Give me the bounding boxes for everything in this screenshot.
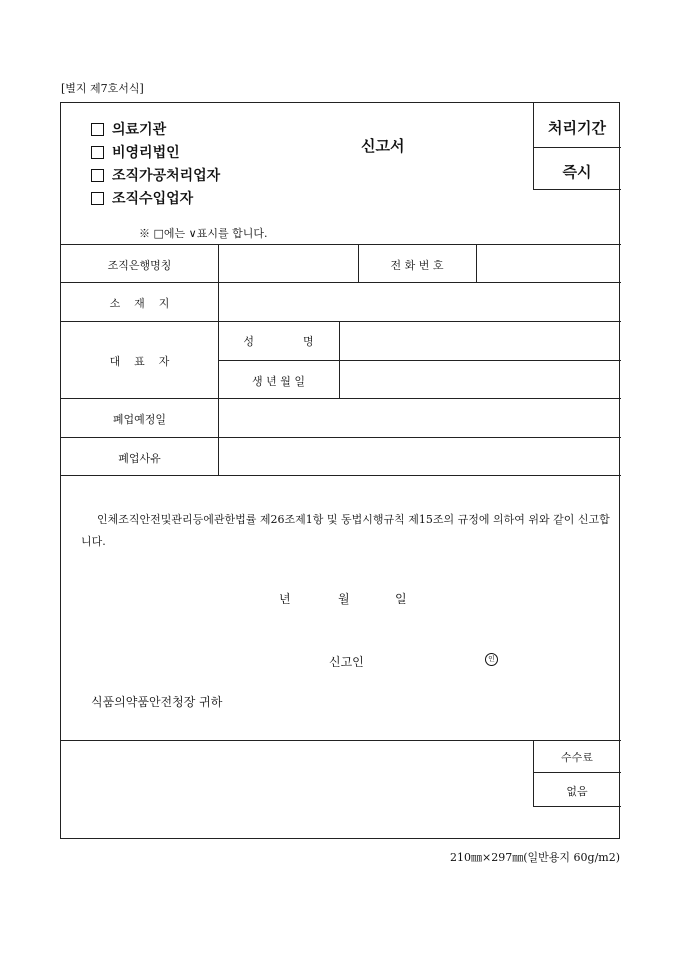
checkbox-icon[interactable] [91,146,104,159]
checkbox-label: 조직가공처리업자 [112,168,221,184]
checkbox-label: 비영리법인 [112,145,180,161]
divider [533,147,621,148]
paper-spec: 210㎜×297㎜(일반용지 60g/m2) [450,851,620,864]
closure-date-input[interactable] [219,399,621,437]
closure-reason-label: 폐업사유 [118,452,161,465]
applicant-label: 신고인 [329,655,364,669]
divider [533,189,621,190]
checkbox-icon[interactable] [91,169,104,182]
location-label: 소 재 지 [109,297,170,310]
fee-label: 수수료 [561,751,593,764]
location-input[interactable] [219,283,621,321]
closure-date-label: 폐업예정일 [112,413,167,426]
report-form [60,102,620,839]
instruction-note: ※ □에는 ∨표시를 합니다. [139,227,268,240]
processing-period-label: 처리기간 [548,119,606,137]
checkbox-label: 의료기관 [112,122,167,138]
date-year-label: 년 [279,592,291,606]
checkbox-option-medical[interactable] [91,119,166,139]
checkbox-option-importer[interactable] [91,188,193,208]
checkbox-icon[interactable] [91,192,104,205]
phone-label: 전 화 번 호 [390,259,444,272]
date-month-label: 월 [338,592,350,606]
checkbox-option-processor[interactable] [91,165,220,185]
divider [533,772,621,773]
form-title: 신고서 [361,137,405,155]
checkbox-option-nonprofit[interactable] [91,142,180,162]
phone-input[interactable] [477,245,621,282]
date-day-label: 일 [395,592,407,606]
divider [61,740,621,741]
declaration-text: 인체조직안전및관리등에관한법률 제26조제1항 및 동법시행규칙 제15조의 규정에 의하여 위와 같이 신고합니다. [81,513,610,548]
divider [61,475,621,476]
name-label: 성 명 [243,335,314,348]
checkbox-icon[interactable] [91,123,104,136]
birthdate-label: 생 년 월 일 [252,375,305,388]
form-number-label: [별지 제7호서식] [61,82,144,95]
closure-reason-input[interactable] [219,438,621,475]
divider [533,806,621,807]
fee-value: 없음 [566,785,588,798]
name-input[interactable] [340,322,621,360]
bank-name-label: 조직은행명칭 [107,259,172,272]
bank-name-input[interactable] [219,245,358,282]
recipient-text: 식품의약품안전청장 귀하 [91,695,223,709]
processing-period-value: 즉시 [562,163,592,181]
birthdate-input[interactable] [340,361,621,398]
representative-label: 대 표 자 [109,355,170,368]
checkbox-label: 조직수입업자 [112,191,194,207]
seal-icon: 인 [485,653,498,666]
